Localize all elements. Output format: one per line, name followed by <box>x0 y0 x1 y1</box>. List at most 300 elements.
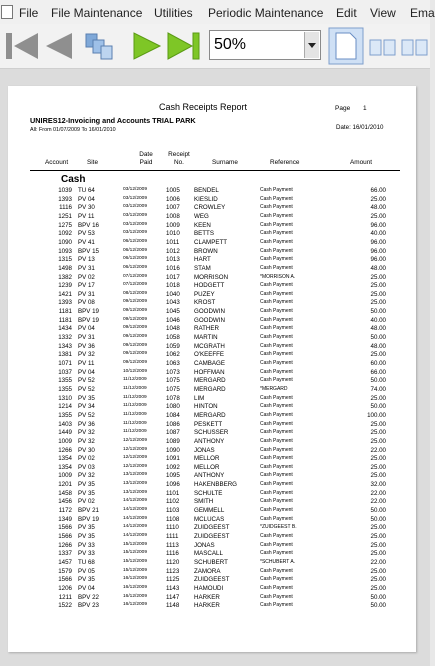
table-row <box>8 576 416 584</box>
cell-reference: Cash Payment <box>260 377 293 384</box>
cell-amount: 48.00 <box>370 204 386 212</box>
cell-account: 1090 <box>58 238 72 246</box>
cell-surname: SMITH <box>194 498 214 506</box>
cell-receipt-no: 1116 <box>166 550 179 558</box>
cell-amount: 25.00 <box>370 394 386 402</box>
cell-date-paid: 14/12/2009 <box>123 498 148 504</box>
cell-amount: 32.00 <box>370 481 386 489</box>
cell-site: PV 30 <box>78 204 95 212</box>
cell-receipt-no: 1087 <box>166 429 180 437</box>
cell-reference: Cash Payment <box>260 602 293 609</box>
cell-surname: MELLOR <box>194 463 220 471</box>
cell-reference: Cash Payment <box>260 593 293 600</box>
cell-amount: 50.00 <box>370 334 386 342</box>
cell-account: 1566 <box>58 533 72 540</box>
cell-reference: Cash Payment <box>260 567 293 574</box>
cell-reference: Cash Payment <box>260 541 293 548</box>
cell-date-paid: 11/12/2009 <box>123 429 147 435</box>
cell-site: PV 11 <box>78 212 95 220</box>
previous-page-icon[interactable] <box>42 29 76 63</box>
cell-date-paid: 13/12/2009 <box>123 481 148 487</box>
two-page-icon[interactable] <box>368 37 398 59</box>
cell-surname: MARTIN <box>194 334 218 342</box>
cell-amount: 25.00 <box>370 584 386 592</box>
cell-reference: Cash Payment <box>260 498 293 505</box>
cell-receipt-no: 1073 <box>166 368 180 376</box>
cell-amount: 48.00 <box>370 264 386 272</box>
cell-account: 1266 <box>58 446 72 454</box>
menu-bar <box>0 0 435 25</box>
cell-receipt-no: 1043 <box>166 299 180 307</box>
cell-site: PV 41 <box>78 238 95 246</box>
cell-account: 1354 <box>58 463 72 471</box>
table-row <box>8 585 416 593</box>
cell-account: 1214 <box>58 403 72 411</box>
cell-surname: HARKER <box>194 593 220 601</box>
cell-date-paid: 06/12/2009 <box>123 247 148 253</box>
cell-reference: Cash Payment <box>260 463 293 470</box>
cell-date-paid: 09/12/2009 <box>123 351 148 357</box>
cell-receipt-no: 1103 <box>166 507 180 515</box>
cell-account: 1421 <box>58 290 72 298</box>
table-row <box>8 498 416 506</box>
column-date-paid: Date Paid <box>139 151 153 166</box>
cell-amount: 25.00 <box>370 567 386 575</box>
cell-receipt-no: 1101 <box>166 489 180 497</box>
cell-site: PV 35 <box>78 489 95 497</box>
column-site: Site <box>87 159 99 166</box>
cell-site: PV 31 <box>78 290 95 298</box>
cell-site: BPV 19 <box>78 308 99 316</box>
cell-reference: Cash Payment <box>260 394 293 401</box>
cell-account: 1310 <box>58 394 72 402</box>
cell-receipt-no: 1007 <box>166 204 180 212</box>
document-icon[interactable] <box>1 5 13 19</box>
cell-receipt-no: 1147 <box>166 593 180 601</box>
cell-amount: 22.00 <box>370 489 386 497</box>
menu-periodic-maintenance[interactable]: Periodic Maintenance <box>208 6 324 20</box>
cell-receipt-no: 1006 <box>166 195 180 203</box>
cell-date-paid: 09/12/2009 <box>123 325 148 331</box>
cell-site: PV 53 <box>78 230 95 238</box>
cell-site: PV 34 <box>78 403 95 411</box>
cell-site: PV 32 <box>78 437 95 445</box>
table-row <box>8 429 416 437</box>
cell-date-paid: 16/12/2009 <box>123 584 148 590</box>
cell-reference: Cash Payment <box>260 256 293 263</box>
cell-account: 1579 <box>58 567 72 575</box>
cell-receipt-no: 1091 <box>166 455 180 463</box>
cell-receipt-no: 1123 <box>166 567 180 575</box>
table-row <box>8 455 416 463</box>
table-row <box>8 369 416 377</box>
cell-account: 1039 <box>58 187 72 194</box>
cell-date-paid: 12/12/2009 <box>123 437 148 443</box>
cell-amount: 25.00 <box>370 212 386 220</box>
cell-surname: HAKENBBERG <box>194 481 237 489</box>
table-row <box>8 421 416 429</box>
cell-receipt-no: 1062 <box>166 351 180 359</box>
table-row <box>8 533 416 541</box>
cell-receipt-no: 1089 <box>166 437 180 445</box>
cell-account: 1332 <box>58 334 72 342</box>
cell-site: TU 68 <box>78 558 95 566</box>
cell-reference: Cash Payment <box>260 299 293 306</box>
cell-date-paid: 16/12/2009 <box>123 602 148 608</box>
table-row <box>8 386 416 394</box>
cell-surname: GOODWIN <box>194 316 225 324</box>
menu-view[interactable]: View <box>370 6 396 20</box>
cell-amount: 66.00 <box>370 187 386 194</box>
cell-date-paid: 14/12/2009 <box>123 507 148 513</box>
column-reference: Reference <box>270 159 300 166</box>
cell-amount: 96.00 <box>370 247 386 255</box>
cell-surname: ZAMORA <box>194 567 221 575</box>
cell-amount: 96.00 <box>370 221 386 229</box>
cell-site: PV 35 <box>78 481 95 489</box>
cell-reference: Cash Payment <box>260 507 293 514</box>
cell-site: PV 36 <box>78 342 95 350</box>
cell-reference: Cash Payment <box>260 334 293 341</box>
cell-surname: SCHULTE <box>194 489 223 497</box>
cell-surname: GEMMELL <box>194 507 225 515</box>
cell-date-paid: 12/12/2009 <box>123 446 148 452</box>
four-page-icon[interactable] <box>400 37 430 59</box>
cell-site: TU 64 <box>78 187 95 194</box>
table-row <box>8 438 416 446</box>
cell-amount: 50.00 <box>370 308 386 316</box>
cell-surname: HOFFMAN <box>194 368 225 376</box>
cell-account: 1337 <box>58 550 72 558</box>
cell-surname: GOODWIN <box>194 308 225 316</box>
report-page <box>8 86 416 652</box>
cell-receipt-no: 1018 <box>166 282 180 290</box>
cell-date-paid: 08/12/2009 <box>123 290 148 296</box>
cell-reference: Cash Payment <box>260 368 293 375</box>
cell-surname: ZUIDGEEST <box>194 533 230 540</box>
cell-receipt-no: 1063 <box>166 360 180 367</box>
cell-account: 1092 <box>58 230 72 238</box>
cell-date-paid: 11/12/2009 <box>123 403 147 409</box>
cell-account: 1116 <box>59 204 72 212</box>
cell-surname: LIM <box>194 394 205 402</box>
cell-surname: KIESLID <box>194 195 218 203</box>
next-page-icon[interactable] <box>130 29 164 63</box>
cell-reference: Cash Payment <box>260 411 293 418</box>
cell-receipt-no: 1120 <box>166 558 180 566</box>
report-date: Date: 16/01/2010 <box>336 124 384 131</box>
menu-edit[interactable]: Edit <box>336 6 357 20</box>
cell-date-paid: 16/12/2009 <box>123 593 148 599</box>
cell-site: PV 04 <box>78 325 95 333</box>
cell-date-paid: 07/12/2009 <box>123 273 148 279</box>
cell-account: 1355 <box>58 411 72 419</box>
report-filter: All: From 01/07/2009 To 16/01/2010 <box>30 127 116 133</box>
cell-surname: WEG <box>194 212 209 220</box>
cell-receipt-no: 1095 <box>166 472 180 480</box>
cell-amount: 66.00 <box>370 368 386 376</box>
cell-reference: Cash Payment <box>260 576 293 583</box>
cell-date-paid: 11/12/2009 <box>123 377 147 383</box>
cell-surname: PUZEY <box>194 290 215 298</box>
cell-site: BPV 21 <box>78 507 99 515</box>
cell-receipt-no: 1148 <box>166 602 180 610</box>
table-row <box>8 516 416 524</box>
cell-amount: 40.00 <box>370 230 386 238</box>
cell-surname: BROWN <box>194 247 218 255</box>
menu-email[interactable]: Ema <box>410 6 435 20</box>
cell-account: 1449 <box>58 429 72 437</box>
cell-site: BPV 19 <box>78 515 99 523</box>
cell-site: PV 32 <box>78 429 95 437</box>
cell-account: 1172 <box>58 507 72 515</box>
cell-receipt-no: 1075 <box>166 385 180 393</box>
cell-account: 1343 <box>58 342 72 350</box>
table-row <box>8 248 416 256</box>
cell-reference: Cash Payment <box>260 316 293 323</box>
cell-site: PV 31 <box>78 264 95 272</box>
table-row <box>8 282 416 290</box>
cell-date-paid: 11/12/2009 <box>123 411 147 417</box>
cell-amount: 96.00 <box>370 256 386 264</box>
cell-receipt-no: 1058 <box>166 334 180 342</box>
cell-receipt-no: 1009 <box>166 221 180 229</box>
cell-amount: 50.00 <box>370 507 386 515</box>
table-row <box>8 291 416 299</box>
cell-date-paid: 09/12/2009 <box>123 334 148 340</box>
cell-receipt-no: 1090 <box>166 446 180 454</box>
cell-account: 1009 <box>58 437 72 445</box>
cell-reference: Cash Payment <box>260 351 293 358</box>
cell-account: 1275 <box>58 221 72 229</box>
cell-date-paid: 13/12/2009 <box>123 472 148 478</box>
cell-account: 1355 <box>58 385 72 393</box>
group-cash: Cash <box>61 174 86 185</box>
table-row <box>8 299 416 307</box>
cell-amount: 48.00 <box>370 342 386 350</box>
cell-receipt-no: 1016 <box>166 264 180 272</box>
cell-amount: 22.00 <box>370 498 386 506</box>
cell-surname: KROST <box>194 299 216 307</box>
cell-surname: CAMBAGE <box>194 360 225 367</box>
chevron-down-icon[interactable] <box>304 32 319 58</box>
cell-receipt-no: 1108 <box>166 515 180 523</box>
table-row <box>8 594 416 602</box>
cell-amount: 25.00 <box>370 455 386 463</box>
cell-surname: HINTON <box>194 403 218 411</box>
cell-date-paid: 06/12/2009 <box>123 238 148 244</box>
cell-reference: Cash Payment <box>260 584 293 591</box>
cell-account: 1393 <box>58 195 72 203</box>
cell-date-paid: 14/12/2009 <box>123 533 148 538</box>
cell-surname: ZUIDGEEST <box>194 524 230 532</box>
cell-date-paid: 14/12/2009 <box>123 524 148 530</box>
cell-date-paid: 03/12/2009 <box>123 212 148 218</box>
cell-amount: 25.00 <box>370 420 386 428</box>
cell-site: PV 33 <box>78 550 95 558</box>
cell-date-paid: 09/12/2009 <box>123 299 148 305</box>
cell-account: 1403 <box>58 420 72 428</box>
table-row <box>8 239 416 247</box>
company-name: UNIRES12-Invoicing and Accounts TRIAL PARK <box>30 116 196 125</box>
cell-date-paid: 09/12/2009 <box>123 342 148 348</box>
cell-receipt-no: 1111 <box>166 533 179 540</box>
table-row <box>8 256 416 264</box>
cell-amount: 25.00 <box>370 290 386 298</box>
cell-reference: Cash Payment <box>260 212 293 219</box>
cell-reference: Cash Payment <box>260 533 293 539</box>
cell-date-paid: 06/12/2009 <box>123 264 148 270</box>
cell-surname: CROWLEY <box>194 204 226 212</box>
cell-receipt-no: 1008 <box>166 212 180 220</box>
cell-amount: 50.00 <box>370 593 386 601</box>
table-row <box>8 360 416 368</box>
cell-site: PV 04 <box>78 584 95 592</box>
table-row <box>8 602 416 610</box>
cell-receipt-no: 1102 <box>166 498 180 506</box>
cell-amount: 25.00 <box>370 351 386 359</box>
menu-file[interactable]: File <box>19 6 39 20</box>
cell-surname: MCGRATH <box>194 342 225 350</box>
cell-surname: RATHER <box>194 325 219 333</box>
cell-surname: MCLUCAS <box>194 515 225 523</box>
zoom-value: 50% <box>214 36 247 53</box>
cell-reference: Cash Payment <box>260 550 293 557</box>
cell-account: 1458 <box>58 489 72 497</box>
cell-amount: 25.00 <box>370 195 386 203</box>
cell-site: PV 32 <box>78 472 95 480</box>
cell-reference: Cash Payment <box>260 238 293 245</box>
cell-receipt-no: 1046 <box>166 316 180 324</box>
table-row <box>8 351 416 359</box>
cell-date-paid: 14/12/2009 <box>123 515 148 521</box>
cell-date-paid: 03/12/2009 <box>123 195 148 201</box>
menu-utilities[interactable]: Utilities <box>154 6 193 20</box>
cell-amount: 25.00 <box>370 437 386 445</box>
cell-surname: KEEN <box>194 221 211 229</box>
cell-date-paid: 12/12/2009 <box>123 463 148 469</box>
cell-reference: Cash Payment <box>260 325 293 332</box>
cell-date-paid: 03/12/2009 <box>123 230 148 236</box>
cell-amount: 25.00 <box>370 429 386 437</box>
cell-receipt-no: 1084 <box>166 411 180 419</box>
cell-reference: Cash Payment <box>260 204 293 211</box>
cell-amount: 50.00 <box>370 515 386 523</box>
cell-account: 1522 <box>58 602 72 610</box>
table-row <box>8 274 416 282</box>
cell-date-paid: 09/12/2009 <box>123 360 148 365</box>
cell-date-paid: 09/12/2009 <box>123 316 148 322</box>
table-row <box>8 213 416 221</box>
cell-reference: Cash Payment <box>260 264 293 271</box>
cell-account: 1266 <box>58 541 72 549</box>
cell-amount: 22.00 <box>370 558 386 566</box>
cell-reference: *MORRISON A. <box>260 273 296 280</box>
report-title: Cash Receipts Report <box>159 102 248 112</box>
cell-date-paid: 07/12/2009 <box>123 282 148 288</box>
cell-account: 1382 <box>58 273 72 281</box>
cell-reference: Cash Payment <box>260 446 293 453</box>
cell-amount: 50.00 <box>370 602 386 610</box>
cell-account: 1093 <box>58 247 72 255</box>
cell-receipt-no: 1010 <box>166 230 180 238</box>
table-row <box>8 187 416 195</box>
last-page-icon[interactable] <box>166 29 202 63</box>
cell-site: PV 35 <box>78 576 95 584</box>
cell-account: 1349 <box>58 515 72 523</box>
cell-site: PV 36 <box>78 420 95 428</box>
multi-page-icon[interactable] <box>84 32 120 62</box>
cell-amount: 60.00 <box>370 360 386 367</box>
cell-reference: Cash Payment <box>260 429 293 436</box>
first-page-icon[interactable] <box>4 29 40 63</box>
cell-site: PV 30 <box>78 446 95 454</box>
column-receipt-no: Receipt No. <box>168 151 190 166</box>
cell-account: 1251 <box>58 212 72 220</box>
cell-date-paid: 11/12/2009 <box>123 394 147 400</box>
single-page-icon[interactable] <box>328 27 364 65</box>
cell-surname: BETTS <box>194 230 214 238</box>
cell-receipt-no: 1113 <box>166 541 179 549</box>
cell-surname: HAMOUDI <box>194 584 224 592</box>
cell-date-paid: 16/12/2009 <box>123 576 148 582</box>
cell-amount: 50.00 <box>370 403 386 411</box>
cell-surname: HART <box>194 256 211 264</box>
zoom-select[interactable] <box>209 30 321 60</box>
cell-account: 1434 <box>58 325 72 333</box>
cell-receipt-no: 1096 <box>166 481 180 489</box>
cell-site: PV 52 <box>78 385 95 393</box>
cell-receipt-no: 1143 <box>166 584 180 592</box>
cell-account: 1201 <box>58 481 72 489</box>
cell-site: PV 04 <box>78 368 95 376</box>
cell-amount: 25.00 <box>370 472 386 480</box>
cell-site: PV 02 <box>78 273 95 281</box>
cell-date-paid: 09/12/2009 <box>123 308 148 314</box>
menu-file-maintenance[interactable]: File Maintenance <box>51 6 143 20</box>
cell-account: 1181 <box>58 308 72 316</box>
cell-account: 1181 <box>58 316 72 324</box>
table-row <box>8 377 416 385</box>
cell-site: PV 05 <box>78 567 95 575</box>
table-row <box>8 317 416 325</box>
cell-site: BPV 15 <box>78 247 99 255</box>
table-row <box>8 343 416 351</box>
cell-site: PV 35 <box>78 533 95 540</box>
cell-account: 1393 <box>58 299 72 307</box>
cell-site: PV 32 <box>78 351 95 359</box>
cell-site: PV 03 <box>78 463 95 471</box>
cell-reference: Cash Payment <box>260 187 293 193</box>
cell-reference: Cash Payment <box>260 420 293 427</box>
cell-site: PV 08 <box>78 299 95 307</box>
cell-surname: ANTHONY <box>194 472 225 480</box>
cell-reference: Cash Payment <box>260 230 293 237</box>
cell-receipt-no: 1040 <box>166 290 180 298</box>
cell-surname: SCHUSSER <box>194 429 229 437</box>
cell-site: BPV 23 <box>78 602 99 610</box>
cell-account: 1354 <box>58 455 72 463</box>
cell-site: BPV 19 <box>78 316 99 324</box>
cell-date-paid: 06/12/2009 <box>123 256 148 262</box>
cell-surname: O'KEEFFE <box>194 351 225 359</box>
cell-surname: MERGARD <box>194 411 226 419</box>
cell-receipt-no: 1086 <box>166 420 180 428</box>
cell-receipt-no: 1017 <box>166 273 180 281</box>
table-row <box>8 524 416 532</box>
cell-surname: JONAS <box>194 541 215 549</box>
cell-account: 1456 <box>58 498 72 506</box>
